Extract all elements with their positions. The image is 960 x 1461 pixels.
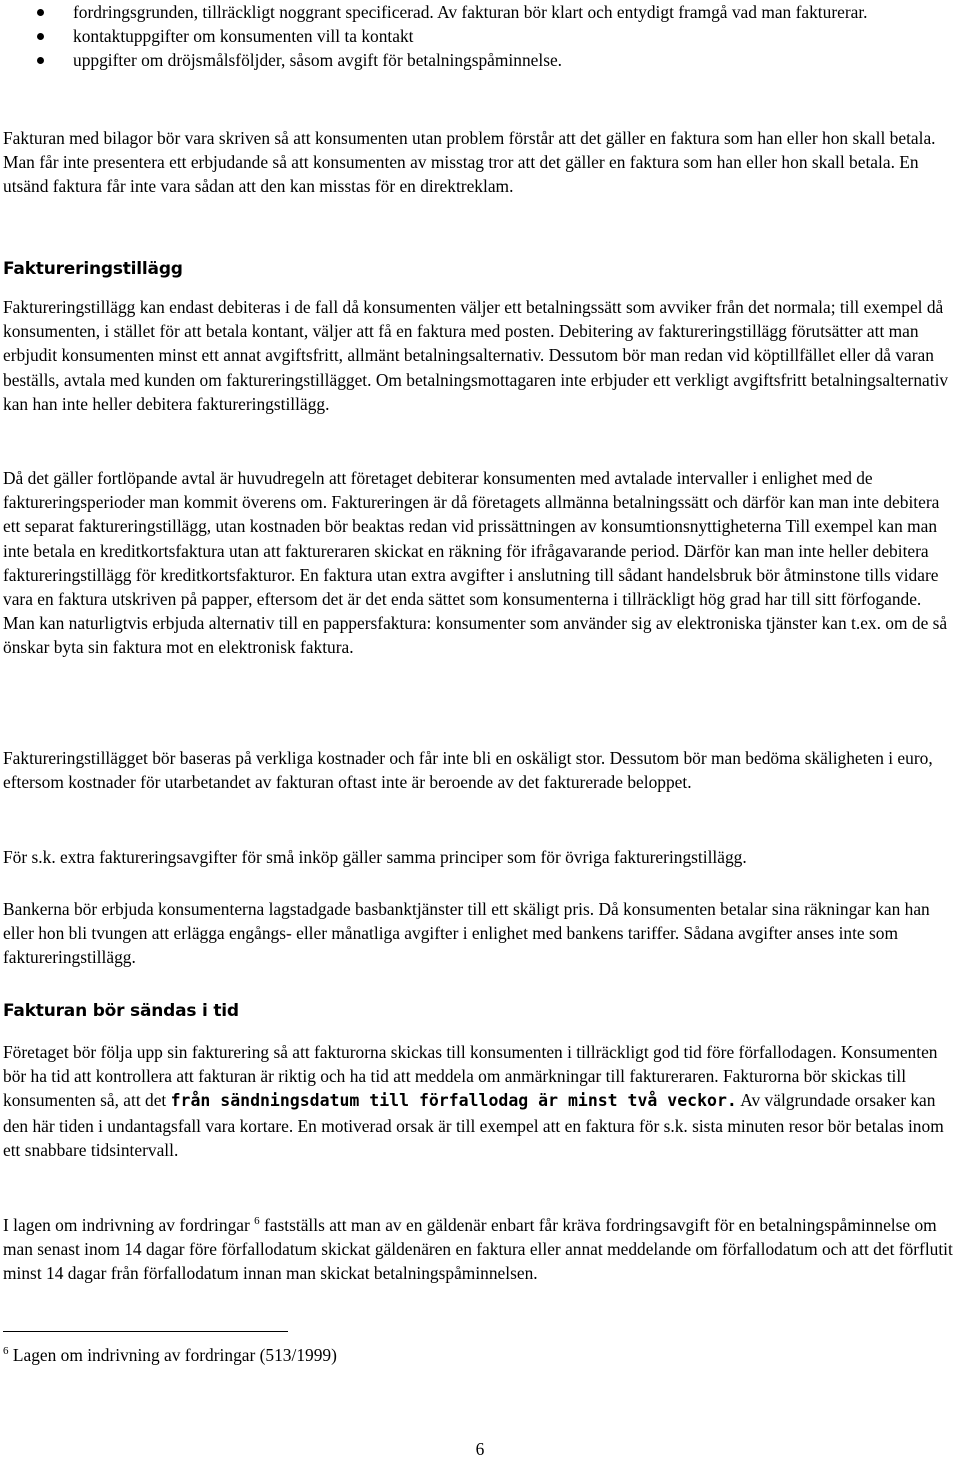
footnote-divider xyxy=(3,1331,288,1332)
footnote-marker: 6 xyxy=(3,1345,9,1357)
page-number: 6 xyxy=(475,1439,485,1459)
paragraph-bilagor: Fakturan med bilagor bör vara skriven så att konsumenten utan problem förstår att det gäller en faktura som han eller hon skall betala. Man får inte presentera ett erbjudande så att konsumenten av misstag tror att det gäller en faktura som han eller hon skall betala. En utsänd faktura får inte vara sådan att den kan misstas för en direktreklam. xyxy=(3,128,936,197)
footnote-reference[interactable]: 6 xyxy=(254,1215,260,1227)
section-heading-faktureringstillagg: Faktureringstillägg xyxy=(3,259,183,279)
paragraph-verkliga-kostnader: Faktureringstillägget bör baseras på verkliga kostnader och får inte bli en oskäligt stor. Dessutom bör man bedöma skäligheten i euro, eftersom kostnader för utarbetandet av fakturan oftast inte är beroende av det fakturerade beloppet. xyxy=(3,748,933,793)
paragraph-bankerna: Bankerna bör erbjuda konsumenterna lagstadgade basbanktjänster till ett skäligt pris. Då konsumenten betalar sina räkningar kan han eller hon bli tvungen att erlägga engångs- eller månatliga avgifter i enlighet med bankens tariffer. Sådana avgifter anses inte som faktureringstillägg. xyxy=(3,899,930,968)
paragraph-tillagg-definition: Faktureringstillägg kan endast debiteras i de fall då konsumenten väljer ett betalningssätt som avviker från det normala; till exempel då konsumenten, i stället för att betala kontant, väljer att få en faktura med posten. Debitering av faktureringstillägg förutsätter att man erbjudit konsumenten minst ett annat avgiftsfritt, allmänt betalningsalternativ. Dessutom bör man redan vid köptillfället eller då varan beställs, avtala med kunden om faktureringstillägget. Om betalningsmottagaren inte erbjuder ett verkligt avgiftsfritt betalningsalternativ kan han inte heller debitera faktureringstillägg. xyxy=(3,297,949,414)
bullet-icon xyxy=(37,9,44,16)
paragraph-uppfoljning: Företaget bör följa upp sin fakturering så att fakturorna skickas till konsumenten i tillräckligt god tid före förfallodagen. Konsumenten bör ha tid att kontrollera att fakturan är riktig och ha tid att meddela om anmärkningar till faktureraren. Fakturorna bör skickas till konsumenten så, att det från sändningsdatum till förfallodag är minst två veckor. Av välgrundade orsaker kan den här tiden i undantagsfall vara kortare. En motiverad orsak är till exempel att en faktura för s.k. sista minuten resor bör betalas inom ett snabbare tidsintervall. xyxy=(3,1042,944,1160)
section-heading-sandas-i-tid: Fakturan bör sändas i tid xyxy=(3,1001,239,1021)
requirements-bullet-list xyxy=(0,0,952,73)
bullet-icon xyxy=(37,57,44,64)
list-item: uppgifter om dröjsmålsföljder, såsom avgift för betalningspåminnelse. xyxy=(0,48,952,72)
emphasized-deadline-text: från sändningsdatum till förfallodag är minst två veckor. xyxy=(170,1091,737,1111)
footnote-text: Lagen om indrivning av fordringar (513/1999) xyxy=(8,1345,337,1365)
paragraph-indrivning: I lagen om indrivning av fordringar $^6$ fastställs att man av en gäldenär enbart får kräva fordringsavgift för en betalningspåminnelse om man senast inom 14 dagar före förfallodatum skickat gäldenären en faktura eller annat meddelande om förfallodatum och att det förflutit minst 14 dagar från förfallodatum innan man skickat betalningspåminnelsen. xyxy=(3,1215,953,1284)
paragraph-sma-inkop: För s.k. extra faktureringsavgifter för små inköp gäller samma principer som för övriga faktureringstillägg. xyxy=(3,847,747,867)
list-item: fordringsgrunden, tillräckligt noggrant specificerad. Av fakturan bör klart och entydigt framgå vad man fakturerar. xyxy=(0,0,952,24)
paragraph-fortlopande-avtal: Då det gäller fortlöpande avtal är huvudregeln att företaget debiterar konsumenten med avtalade intervaller i enlighet med de faktureringsperioder man kommit överens om. Faktureringen är då företagets allmänna betalningssätt och därför kan man inte debitera ett separat faktureringstillägg, utan kostnaden bör beaktas redan vid prissättningen av konsumtionsnyttigheterna Till exempel kan man inte betala en kreditkortsfaktura utan att faktureraren skickat en räkning för ifrågavarande period. Därför kan man inte heller debitera faktureringstillägg för kreditkortsfakturor. En faktura utan extra avgifter i anslutning till sådant handelsbruk bör åtminstone tills vidare vara en faktura utskriven på papper, eftersom det är det enda sättet som konsumenterna i tillräckligt hög grad har till sitt förfogande. Man kan naturligtvis erbjuda alternativ till en pappersfaktura: konsumenter som använder sig av elektroniska tjänster kan t.ex. om de så önskar byta sin faktura mot en elektronisk faktura. xyxy=(3,468,948,658)
list-item: kontaktuppgifter om konsumenten vill ta kontakt xyxy=(0,24,952,48)
footnote xyxy=(3,1343,337,1367)
bullet-icon xyxy=(37,33,44,40)
